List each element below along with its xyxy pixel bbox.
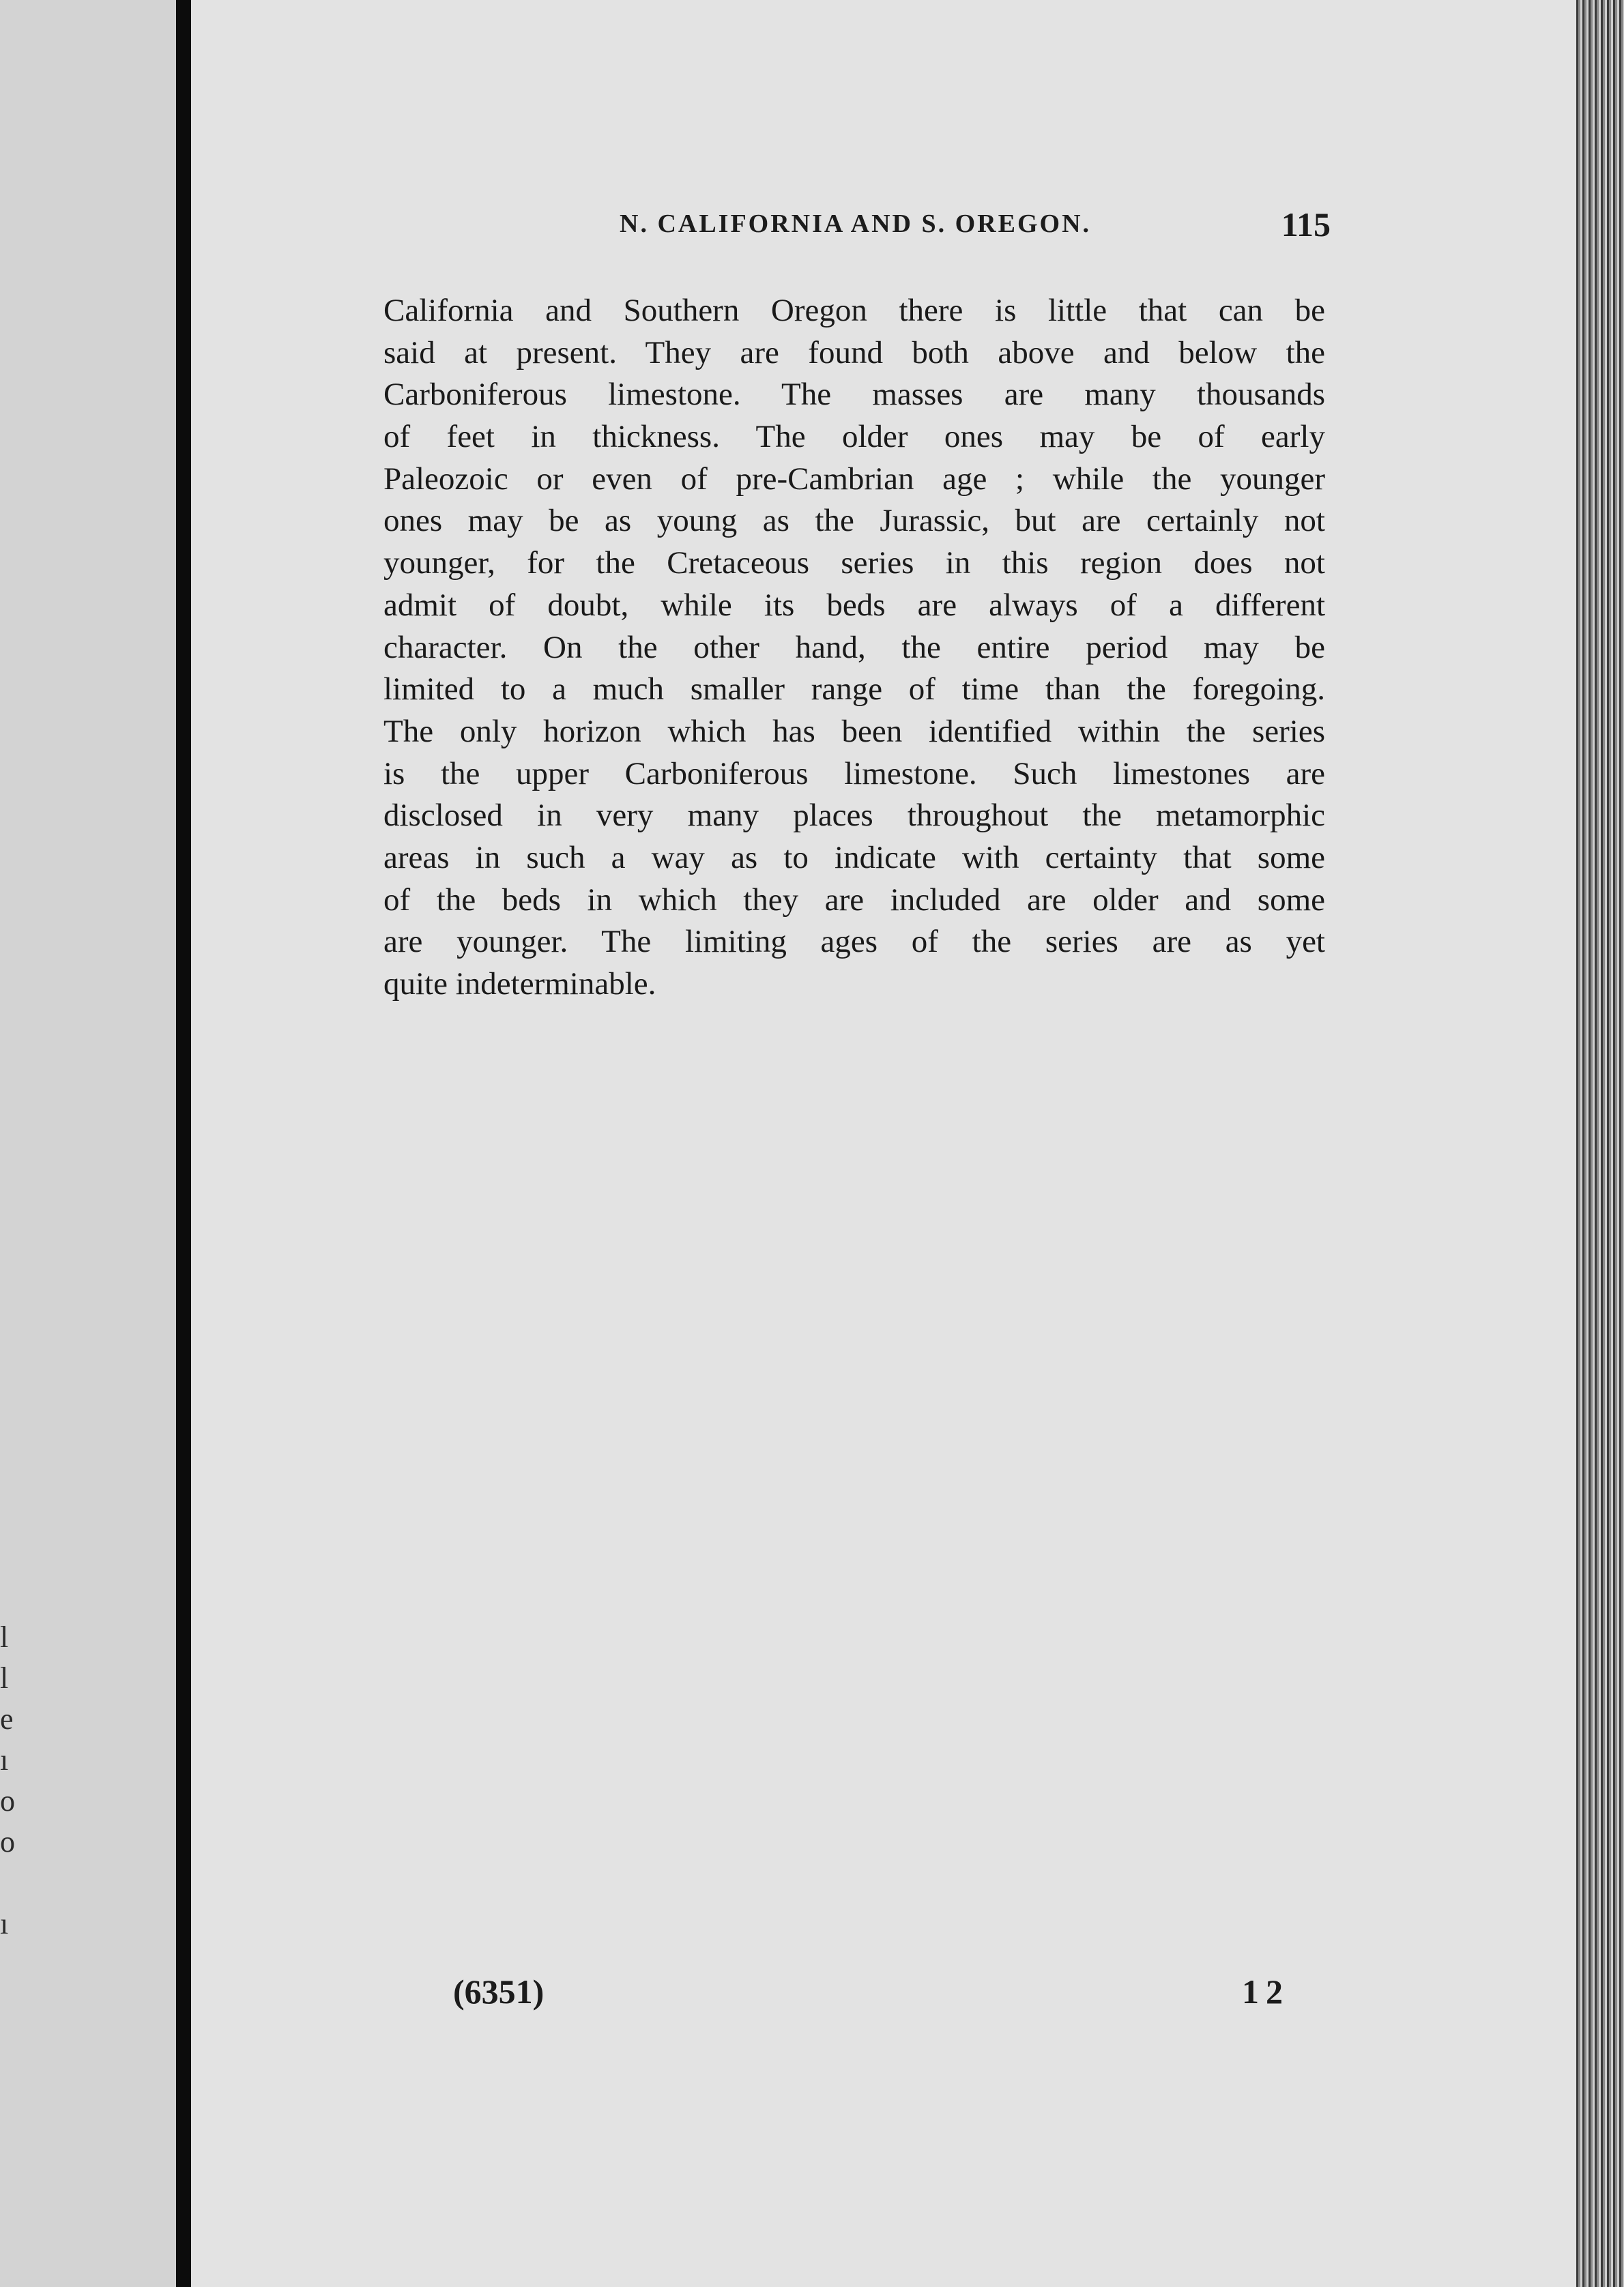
facing-page-letter: e	[0, 1702, 14, 1736]
running-head: N. CALIFORNIA AND S. OREGON.	[620, 209, 1092, 238]
text-line: younger, for the Cretaceous series in this region does not	[383, 545, 1325, 581]
printer-signature: (6351)	[453, 1972, 545, 2011]
sheet-signature-mark: 12	[1242, 1972, 1290, 2011]
facing-page-letter: ı	[0, 1743, 9, 1777]
facing-page-strip	[0, 0, 176, 2287]
text-line: are younger. The limiting ages of the series are as yet	[383, 924, 1325, 960]
text-line: Carboniferous limestone. The masses are many thousands	[383, 377, 1325, 413]
facing-page-letter: ı	[0, 1907, 9, 1940]
text-line: Paleozoic or even of pre-Cambrian age ; while the younger	[383, 461, 1325, 497]
text-line: said at present. They are found both above and below the	[383, 334, 1325, 370]
facing-page-letter: o	[0, 1825, 15, 1859]
text-line: California and Southern Oregon there is little that can be	[383, 293, 1325, 328]
body-paragraph	[383, 290, 1325, 1006]
text-line: The only horizon which has been identified within the series	[383, 713, 1325, 749]
page-number: 115	[1281, 205, 1331, 244]
text-line: limited to a much smaller range of time than the foregoing.	[383, 671, 1325, 708]
text-line: of the beds in which they are included are older and some	[383, 882, 1325, 918]
page-edge-stack	[1576, 0, 1624, 2287]
facing-page-letters	[0, 1180, 20, 1944]
text-line: character. On the other hand, the entire period may be	[383, 629, 1325, 665]
text-line: ones may be as young as the Jurassic, but are certainly not	[383, 503, 1325, 539]
facing-page-letter: o	[0, 1784, 15, 1818]
text-line: disclosed in very many places throughout the metamorphic	[383, 798, 1325, 834]
text-line: quite indeterminable.	[383, 966, 656, 1002]
facing-page-letter: l	[0, 1661, 9, 1695]
facing-page-letter: l	[0, 1620, 9, 1654]
text-line: of feet in thickness. The older ones may be of early	[383, 419, 1325, 455]
text-line: admit of doubt, while its beds are always of a different	[383, 587, 1325, 623]
text-line: areas in such a way as to indicate with certainty that some	[383, 839, 1325, 875]
text-line: is the upper Carboniferous limestone. Such limestones are	[383, 755, 1325, 791]
book-binding-gutter	[176, 0, 191, 2287]
